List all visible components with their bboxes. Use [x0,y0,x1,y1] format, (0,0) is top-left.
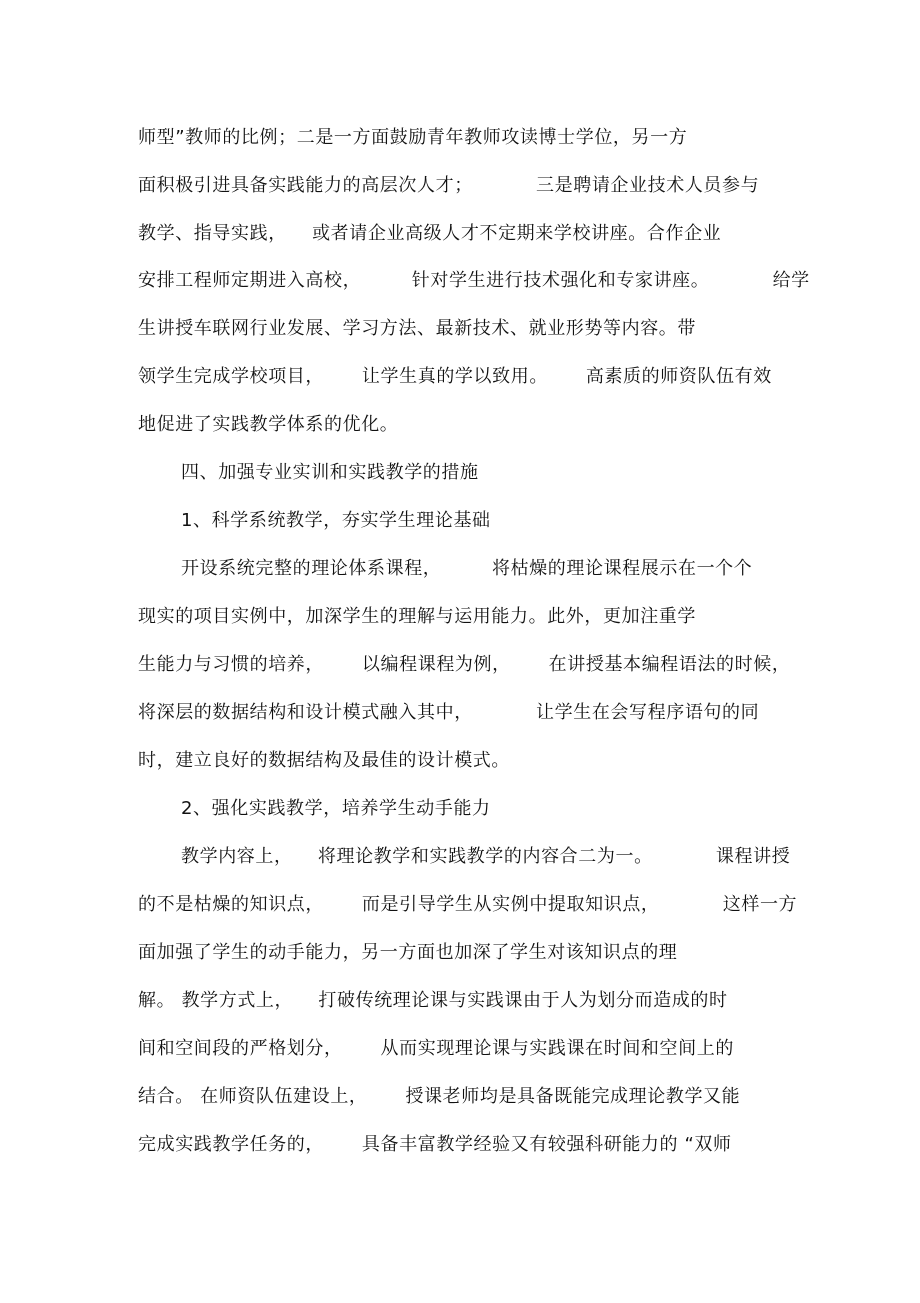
subsection-heading: 1、科学系统教学，夯实学生理论基础 [181,510,491,531]
subsection-heading: 2、强化实践教学，培养学生动手能力 [181,798,491,819]
text-line: 结合。 在师资队伍建设上， 授课老师均是具备既能完成理论教学又能 [138,1086,741,1107]
text-line: 教学内容上， 将理论教学和实践教学的内容合二为一。 课程讲授 [181,846,791,867]
text-line: 生能力与习惯的培养， 以编程课程为例， 在讲授基本编程语法的时候， [138,654,791,675]
text-line: 面积极引进具备实践能力的高层次人才； 三是聘请企业技术人员参与 [138,175,760,196]
text-line: 将深层的数据结构和设计模式融入其中， 让学生在会写程序语句的同 [138,702,760,723]
text-line: 教学、指导实践， 或者请企业高级人才不定期来学校讲座。合作企业 [138,223,722,244]
text-line: 师型”教师的比例；二是一方面鼓励青年教师攻读博士学位，另一方 [138,127,688,148]
text-line: 开设系统完整的理论体系课程， 将枯燥的理论课程展示在一个个 [181,558,753,579]
text-line: 领学生完成学校项目， 让学生真的学以致用。 高素质的师资队伍有效 [138,366,772,387]
text-line: 安排工程师定期进入高校， 针对学生进行技术强化和专家讲座。 给学 [138,270,810,291]
text-line: 生讲授车联网行业发展、学习方法、最新技术、就业形势等内容。带 [138,318,696,339]
section-heading: 四、加强专业实训和实践教学的措施 [181,462,479,483]
text-line: 面加强了学生的动手能力，另一方面也加深了学生对该知识点的理 [138,942,678,963]
text-line: 完成实践教学任务的， 具备丰富教学经验又有较强科研能力的 “双师 [138,1134,732,1155]
text-line: 现实的项目实例中，加深学生的理解与运用能力。此外，更加注重学 [138,606,696,627]
text-line: 时，建立良好的数据结构及最佳的设计模式。 [138,750,510,771]
text-line: 地促进了实践教学体系的优化。 [138,414,399,435]
text-line: 的不是枯燥的知识点， 而是引导学生从实例中提取知识点， 这样一方 [138,894,798,915]
text-line: 间和空间段的严格划分， 从而实现理论课与实践课在时间和空间上的 [138,1038,734,1059]
text-line: 解。 教学方式上， 打破传统理论课与实践课由于人为划分而造成的时 [138,990,728,1011]
